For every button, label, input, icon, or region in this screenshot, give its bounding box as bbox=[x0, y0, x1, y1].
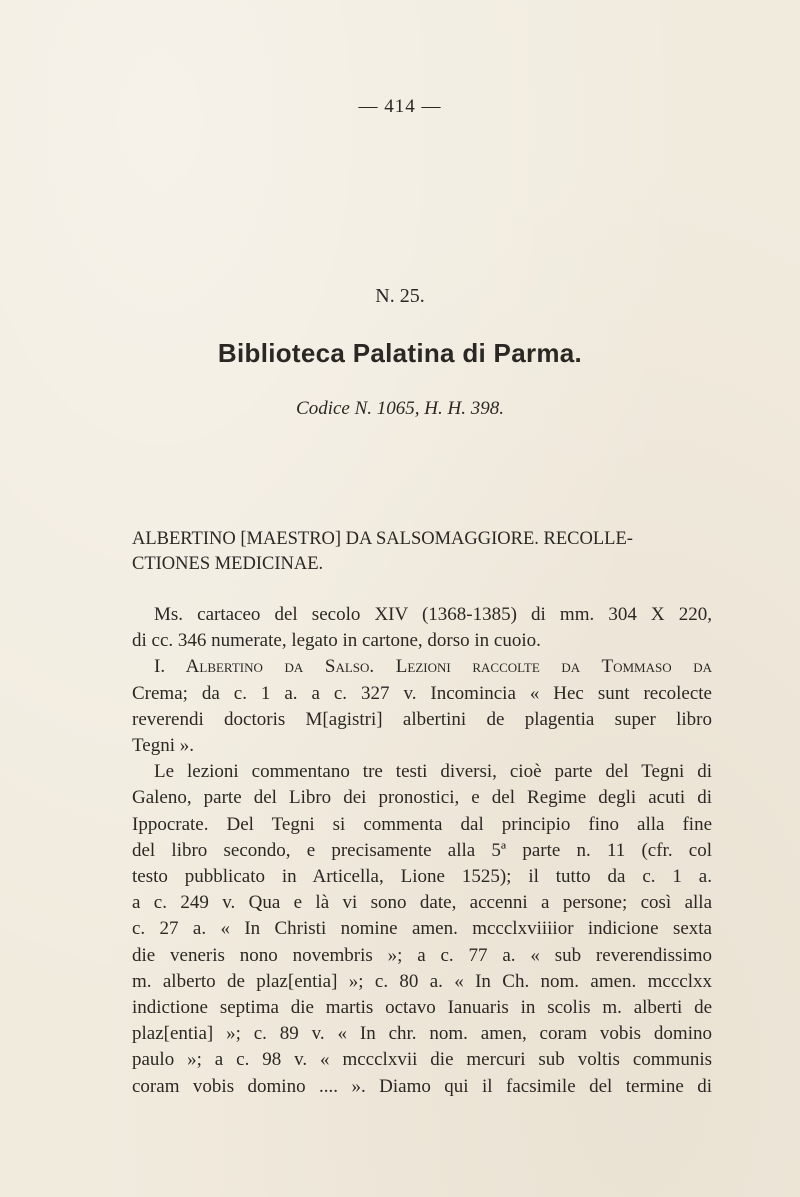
text-line: die veneris nono novembris »; a c. 77 a. « sub reverendissimo bbox=[132, 944, 712, 966]
text-line: m. alberto de plaz[entia] »; c. 80 a. « In Ch. nom. amen. mccclxx bbox=[132, 970, 712, 992]
library-title: Biblioteca Palatina di Parma. bbox=[217, 338, 583, 368]
text-line: testo pubblicato in Articella, Lione 1525); il tutto da c. 1 a. bbox=[132, 866, 712, 888]
text-line: di cc. 346 numerate, legato in cartone, dorso in cuoio. bbox=[132, 630, 541, 652]
heading-line: ALBERTINO [MAESTRO] DA SALSOMAGGIORE. RECOLLE- bbox=[132, 529, 633, 549]
text-line: c. 27 a. « In Christi nomine amen. mccclxviiiior indicione sexta bbox=[132, 918, 712, 940]
text-line: Tegni ». bbox=[132, 735, 194, 757]
text-line: Crema; da c. 1 a. a c. 327 v. Incomincia « Hec sunt recolecte bbox=[132, 682, 712, 704]
text-line: plaz[entia] »; c. 89 v. « In chr. nom. amen, coram vobis domino bbox=[132, 1023, 712, 1045]
text-line: indictione septima die martis octavo Ianuaris in scolis m. alberti de bbox=[132, 997, 712, 1019]
body-text bbox=[132, 602, 712, 1100]
section-heading bbox=[132, 527, 712, 577]
page-number: — 414 — bbox=[358, 96, 442, 117]
heading-line: CTIONES MEDICINAE. bbox=[132, 554, 324, 574]
text-line: Ippocrate. Del Tegni si commenta dal principio fino alla fine bbox=[132, 813, 712, 835]
text-line: Le lezioni commentano tre testi diversi, cioè parte del Tegni di bbox=[154, 761, 712, 783]
text-line: paulo »; a c. 98 v. « mccclxvii die mercuri sub voltis communis bbox=[132, 1049, 712, 1071]
text-line: Galeno, parte del Libro dei pronostici, e del Regime degli acuti di bbox=[132, 787, 712, 809]
text-line: reverendi doctoris M[agistri] albertini de plagentia super libro bbox=[132, 708, 712, 730]
text-line: I. Albertino da Salso. Lezioni raccolte da Tommaso da bbox=[154, 656, 712, 678]
document-number: N. 25. bbox=[375, 285, 425, 307]
text-line: coram vobis domino .... ». Diamo qui il facsimile del termine di bbox=[132, 1075, 712, 1097]
text-line: a c. 249 v. Qua e là vi sono date, accenni a persone; così alla bbox=[132, 892, 712, 914]
text-line: Ms. cartaceo del secolo XIV (1368-1385) di mm. 304 X 220, bbox=[154, 604, 712, 625]
codex-reference: Codice N. 1065, H. H. 398. bbox=[296, 398, 504, 419]
text-line: del libro secondo, e precisamente alla 5ª parte n. 11 (cfr. col bbox=[132, 839, 712, 861]
